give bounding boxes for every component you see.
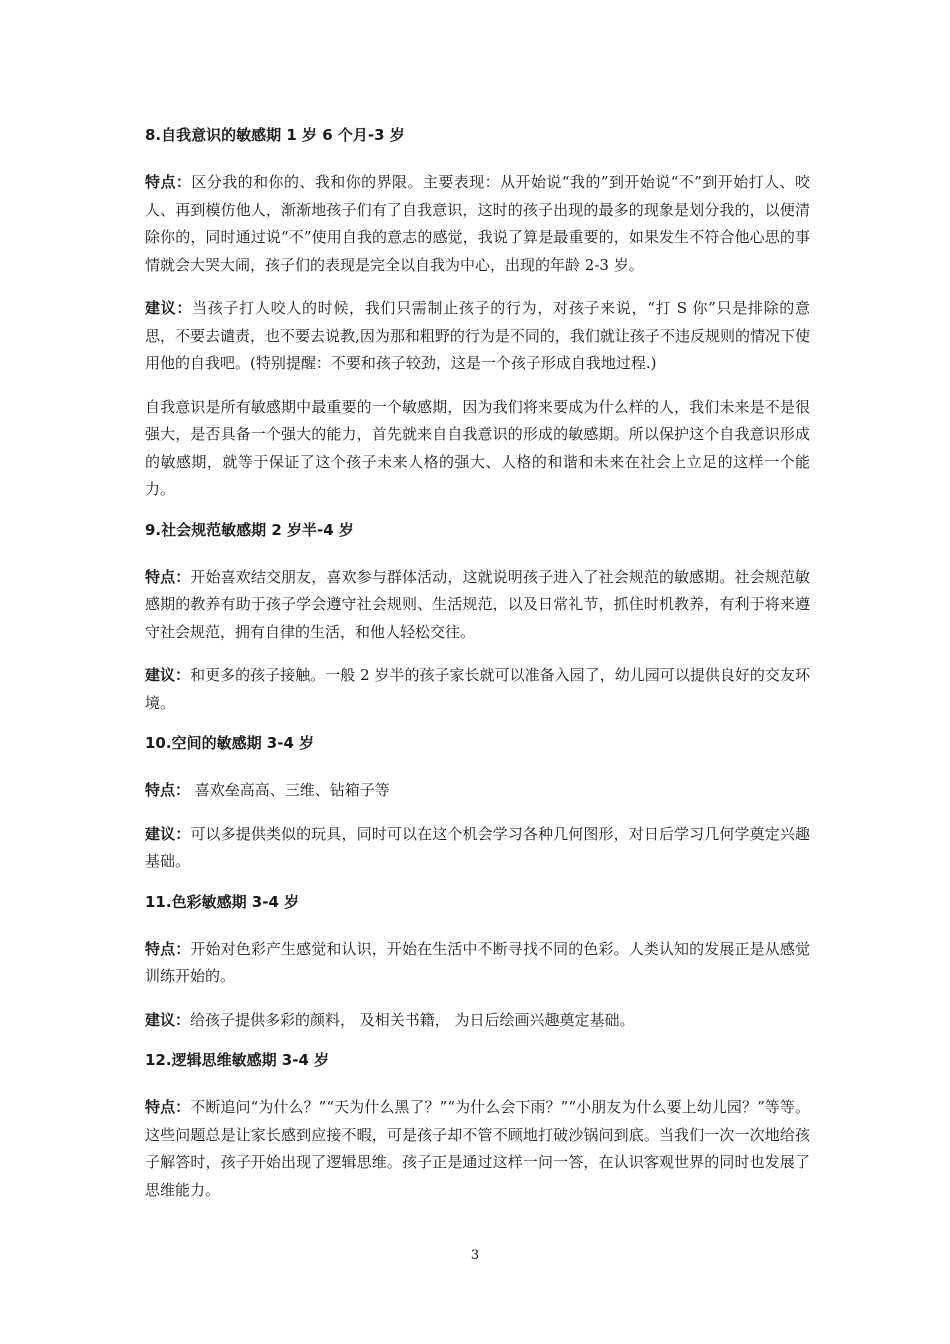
section-9-heading: 9.社会规范敏感期 2 岁半-4 岁 <box>145 520 354 539</box>
feature-text: 喜欢垒高高、三维、钻箱子等 <box>190 781 390 799</box>
advice-text: 和更多的孩子接触。一般 2 岁半的孩子家长就可以准备入园了，幼儿园可以提供良好的交友环境。 <box>145 666 810 712</box>
section-8-advice <box>145 295 810 378</box>
section-10-advice <box>145 821 810 876</box>
section-11-heading: 11.色彩敏感期 3-4 岁 <box>145 892 300 911</box>
page-content <box>145 125 810 1220</box>
advice-label: 建议： <box>145 1010 191 1029</box>
section-10-heading: 10.空间的敏感期 3-4 岁 <box>145 734 315 752</box>
advice-text: 当孩子打人咬人的时候，我们只需制止孩子的行为，对孩子来说，“打 S 你”只是排除的意思，不要去谴责，也不要去说教,因为那和粗野的行为是不同的，我们就让孩子不违反规则的情况下使用他的自我吧。(特别提醒：不要和孩子较劲，这是一个孩子形成自我地过程.) <box>145 299 810 372</box>
feature-text: 区分我的和你的、我和你的界限。主要表现：从开始说“我的”到开始说“不”到开始打人、咬人、再到模仿他人，渐渐地孩子们有了自我意识，这时的孩子出现的最多的现象是划分我的，以便清除你的，同时通过说“不”使用自我的意志的感觉，我说了算是最重要的，如果发生不符合他心思的事情就会大哭大闹，孩子们的表现是完全以自我为中心，出现的年龄 2-3 岁。 <box>145 173 810 274</box>
advice-label: 建议： <box>145 824 191 843</box>
advice-label: 建议： <box>145 666 191 684</box>
section-12-feature <box>145 1094 810 1204</box>
feature-text: 不断追问“为什么？”“天为什么黑了？”“为什么会下雨？”“小朋友为什么要上幼儿园？”等等。这些问题总是让家长感到应接不暇，可是孩子却不管不顾地打破沙锅问到底。当我们一次一次地给孩子解答时，孩子开始出现了逻辑思维。孩子正是通过这样一问一答，在认识客观世界的同时也发展了思维能力。 <box>145 1098 810 1199</box>
page-number: 3 <box>470 1248 480 1263</box>
feature-label: 特点： <box>145 1098 191 1116</box>
section-8-extra: 自我意识是所有敏感期中最重要的一个敏感期，因为我们将来要成为什么样的人，我们未来是不是很强大，是否具备一个强大的能力，首先就来自自我意识的形成的敏感期。所以保护这个自我意识形成的敏感期，就等于保证了这个孩子未来人格的强大、人格的和谐和未来在社会上立足的这样一个能力。 <box>145 397 810 498</box>
section-9-feature <box>145 564 810 647</box>
section-8-heading: 8.自我意识的敏感期 1 岁 6 个月-3 岁 <box>145 126 405 144</box>
feature-label: 特点： <box>145 781 191 799</box>
section-10-feature <box>145 777 810 805</box>
advice-text: 给孩子提供多彩的颜料， 及相关书籍， 为日后绘画兴趣奠定基础。 <box>190 1010 635 1029</box>
section-11-feature <box>145 936 810 991</box>
section-11-advice <box>145 1007 810 1035</box>
section-12-heading: 12.逻辑思维敏感期 3-4 岁 <box>145 1051 330 1069</box>
feature-label: 特点： <box>145 567 191 586</box>
feature-label: 特点： <box>145 939 191 958</box>
advice-label: 建议： <box>145 299 193 317</box>
advice-text: 可以多提供类似的玩具，同时可以在这个机会学习各种几何图形，对日后学习几何学奠定兴趣基础。 <box>145 824 810 870</box>
feature-label: 特点： <box>145 173 192 191</box>
section-9-advice <box>145 662 810 717</box>
section-8-feature <box>145 169 810 279</box>
feature-text: 开始对色彩产生感觉和认识，开始在生活中不断寻找不同的色彩。人类认知的发展正是从感觉训练开始的。 <box>145 939 810 985</box>
feature-text: 开始喜欢结交朋友，喜欢参与群体活动，这就说明孩子进入了社会规范的敏感期。社会规范敏感期的教养有助于孩子学会遵守社会规则、生活规范，以及日常礼节，抓住时机教养，有利于将来遵守社会规范，拥有自律的生活，和他人轻松交往。 <box>145 567 810 641</box>
